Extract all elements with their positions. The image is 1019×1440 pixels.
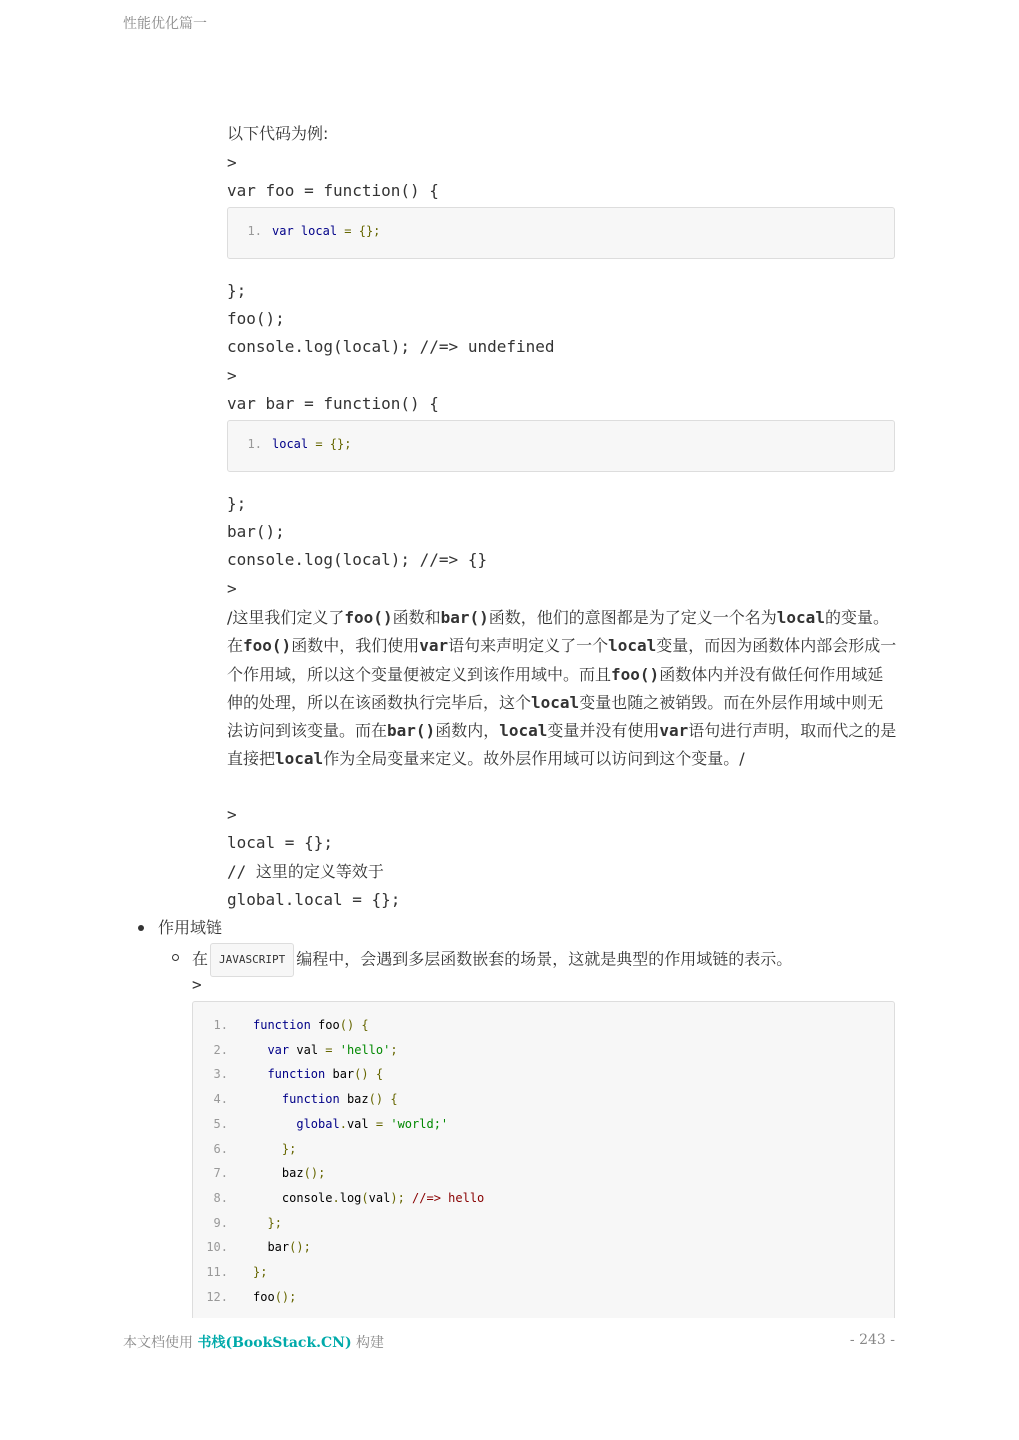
text-token [405, 1191, 412, 1205]
punctuation-token: = [375, 1116, 384, 1131]
text-run: 变量，而因为函数体内部会形成一个作用域，所以这个变量便被定义到该作用域中。而且 [227, 636, 897, 684]
punctuation-token: ( [274, 1289, 282, 1304]
inline-code: foo() [344, 608, 393, 627]
punctuation-token: ) [310, 1166, 319, 1181]
explanation-paragraph [227, 604, 897, 774]
text-token [369, 1117, 376, 1131]
code-line: local = {}; [227, 833, 333, 852]
string-token: 'hello' [339, 1042, 391, 1057]
code-line: console.log(local); //=> {} [227, 550, 488, 569]
list-item-label: 作用域链 [158, 918, 223, 937]
line-number: 11. [206, 1265, 228, 1279]
punctuation-token: { [361, 1018, 369, 1032]
punctuation-token: { [375, 1067, 384, 1082]
inline-code: var [419, 636, 449, 656]
punctuation-token: ; [303, 1240, 311, 1255]
intro-text: 以下代码为例: [227, 124, 329, 143]
text-token: foo [318, 1018, 340, 1032]
inline-code: local [776, 608, 825, 627]
identifier: local [300, 224, 338, 238]
text-run: 函数和 [392, 608, 441, 627]
text-token [253, 1067, 267, 1081]
sub-list-item [192, 943, 792, 971]
punctuation-token: ; [390, 1042, 398, 1057]
text-run: 作为全局变量来定义。故外层作用域可以访问到这个变量。/ [323, 749, 745, 769]
punctuation-token: ) [346, 1018, 355, 1032]
code-line [253, 1116, 448, 1132]
punctuation-token: ) [375, 1092, 384, 1107]
text-token [253, 1043, 267, 1057]
identifier: local [272, 437, 309, 451]
text-token: log [339, 1190, 362, 1205]
text-token [333, 1043, 340, 1057]
quote-marker: > [227, 366, 237, 385]
quote-marker: > [227, 579, 237, 598]
text-token: val [346, 1116, 369, 1131]
line-number: 1. [247, 437, 262, 451]
code-content [272, 223, 380, 239]
punctuation-token: . [332, 1190, 340, 1205]
inline-code: local [608, 636, 657, 656]
inline-code: foo() [243, 636, 292, 656]
keyword-token: function [281, 1092, 340, 1107]
text-token [253, 1240, 267, 1254]
footer-prefix: 本文档使用 [123, 1335, 198, 1351]
punctuation-token: ( [368, 1092, 376, 1107]
sub-bullet-marker [172, 954, 179, 961]
quote-marker: > [227, 153, 237, 172]
keyword-token: function [253, 1018, 311, 1032]
line-number: 1. [247, 224, 262, 238]
keyword: var [272, 224, 294, 238]
code-line: console.log(local); //=> undefined [227, 337, 555, 356]
code-block [227, 207, 895, 259]
text-token [253, 1166, 282, 1180]
code-line: }; [227, 281, 247, 300]
punctuation-token: } [281, 1141, 290, 1156]
punctuation-token: { [390, 1092, 398, 1107]
code-line [253, 1264, 267, 1280]
line-number: 10. [206, 1240, 228, 1255]
inline-code: local [531, 692, 580, 712]
bullet-marker [138, 925, 144, 931]
text-run: 函数内， [435, 721, 500, 741]
line-number: 5. [213, 1116, 228, 1131]
text-run: 语句进行声明，取而代之的是直接把 [227, 721, 897, 769]
code-line: global.local = {}; [227, 890, 401, 909]
line-number: 9. [213, 1215, 228, 1230]
keyword-token: var [267, 1042, 290, 1057]
keyword-token: function [267, 1067, 326, 1082]
punctuation: = {}; [308, 437, 352, 451]
page-number: - 243 - [849, 1332, 895, 1348]
text-token: baz [346, 1092, 369, 1107]
code-line: bar(); [227, 522, 285, 541]
punctuation-token: ( [339, 1018, 347, 1032]
line-number: 8. [213, 1190, 228, 1205]
text-run: /这里我们定义了 [227, 608, 345, 627]
text-token: baz [281, 1166, 304, 1181]
punctuation-token: ( [289, 1240, 297, 1255]
inline-code: local [499, 721, 548, 741]
code-line [253, 1239, 311, 1255]
code-block [192, 1001, 895, 1331]
comment-token: //=> hello [412, 1190, 485, 1205]
code-line: var foo = function() { [227, 181, 439, 200]
punctuation-token: . [339, 1116, 347, 1131]
line-number: 2. [213, 1042, 228, 1057]
identifier-token: global [296, 1116, 340, 1131]
text-token [340, 1092, 347, 1106]
text-run: 变量也随之被销毁。而在外层作用域中则无法访问到该变量。而在 [227, 692, 884, 741]
code-line: }; [227, 494, 247, 513]
punctuation-token: ( [361, 1190, 369, 1205]
punctuation-token: ) [361, 1067, 369, 1082]
page-header-title: 性能优化篇一 [123, 16, 207, 32]
text-token: bar [267, 1240, 290, 1255]
inline-code: bar() [440, 608, 489, 627]
text-token: foo [253, 1289, 275, 1304]
brand-link[interactable]: 书栈(BookStack.CN) [197, 1335, 352, 1351]
text-token [311, 1018, 318, 1032]
inline-code: var [659, 721, 689, 741]
text-token [253, 1092, 282, 1106]
punctuation-token: } [253, 1265, 261, 1279]
text-run: 语句来声明定义了一个 [448, 636, 609, 656]
code-content [272, 436, 351, 452]
quote-marker: > [227, 805, 237, 824]
line-number: 3. [213, 1067, 228, 1082]
language-badge: JAVASCRIPT [210, 943, 294, 977]
code-line [253, 1091, 398, 1107]
text-token: val [296, 1042, 319, 1057]
text-token: val [368, 1190, 391, 1205]
line-number: 12. [206, 1289, 228, 1304]
text-token: bar [332, 1067, 355, 1082]
text-run: 函数体内并没有做任何作用域延伸的处理，所以在该函数执行完毕后，这个 [227, 664, 884, 712]
footer-credit [123, 1332, 384, 1352]
inline-code: foo() [611, 664, 660, 684]
punctuation-token: ; [289, 1141, 297, 1156]
punctuation-token: ( [354, 1067, 362, 1082]
line-number: 4. [213, 1092, 228, 1107]
text-run: 变量并没有使用 [547, 721, 660, 741]
code-line [253, 1289, 296, 1305]
line-number: 6. [213, 1141, 228, 1156]
string-token: 'world;' [390, 1116, 449, 1131]
punctuation-token: ) [281, 1289, 290, 1304]
punctuation-token: ; [260, 1265, 268, 1279]
text-run: 编程中，会遇到多层函数嵌套的场景，这就是典型的作用域链的表示。 [296, 949, 793, 969]
text-run: 在 [192, 949, 209, 969]
code-line [253, 1165, 325, 1181]
text-token [369, 1067, 376, 1081]
code-line: // 这里的定义等效于 [227, 862, 384, 881]
inline-code: local [275, 749, 324, 769]
code-line [253, 1215, 282, 1231]
footer-suffix: 构建 [351, 1335, 385, 1351]
inline-code: bar() [387, 721, 436, 741]
punctuation-token: ; [318, 1166, 326, 1181]
punctuation-token: = [325, 1042, 333, 1057]
punctuation-token: } [267, 1215, 275, 1230]
text-token [253, 1191, 282, 1205]
punctuation-token: ; [289, 1289, 297, 1304]
code-line: foo(); [227, 309, 285, 328]
line-number: 7. [213, 1166, 228, 1181]
text-token [253, 1142, 282, 1156]
punctuation-token: ) [296, 1240, 304, 1255]
code-line: var bar = function() { [227, 394, 439, 413]
code-line [253, 1141, 296, 1157]
punctuation-token: ; [397, 1190, 405, 1205]
text-run: 的变量。在 [227, 608, 889, 656]
text-token: console [281, 1190, 333, 1205]
code-block [227, 420, 895, 472]
punctuation-token: ) [390, 1190, 398, 1205]
quote-marker: > [192, 975, 202, 994]
text-run: 函数中，我们使用 [291, 636, 420, 656]
text-token [253, 1117, 296, 1131]
line-number: 1. [213, 1018, 228, 1032]
text-run: 函数，他们的意图都是为了定义一个名为 [488, 608, 777, 627]
code-line [253, 1190, 484, 1206]
punctuation-token: ; [274, 1215, 282, 1230]
text-token [253, 1216, 267, 1230]
code-line [253, 1066, 383, 1082]
punctuation-token: ( [303, 1166, 311, 1181]
code-line [253, 1017, 369, 1033]
code-line [253, 1042, 398, 1058]
punctuation: = {}; [337, 224, 381, 238]
